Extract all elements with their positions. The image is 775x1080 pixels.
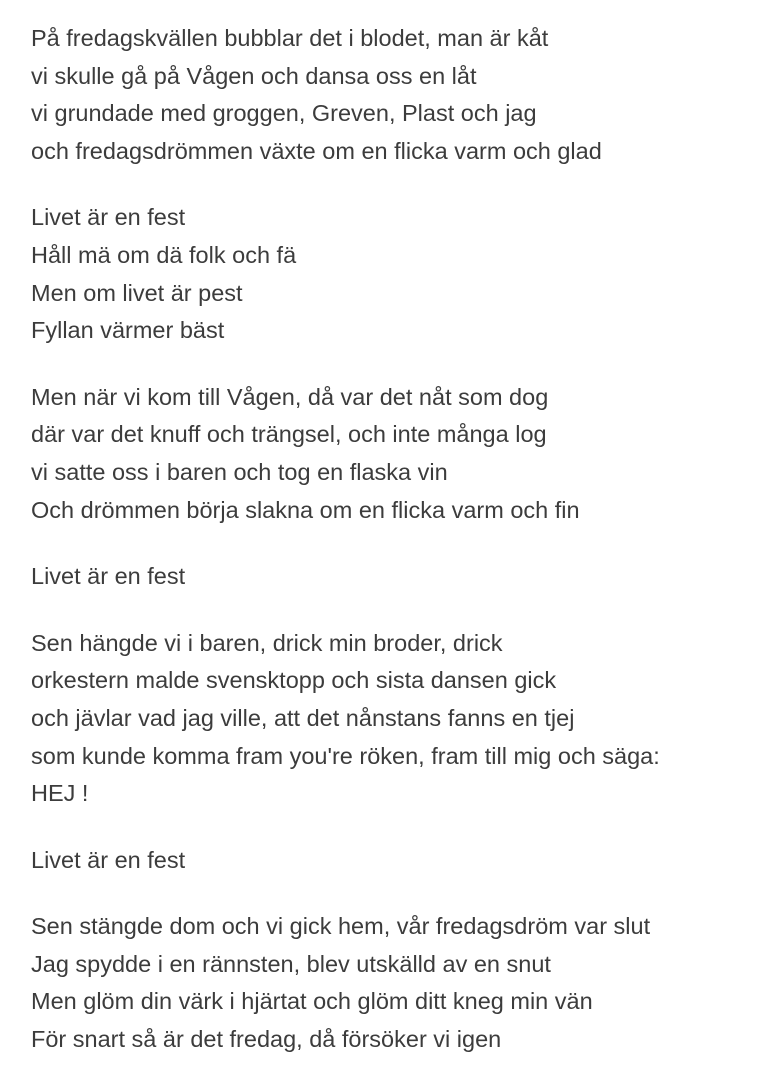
lyric-line: Livet är en fest	[31, 846, 186, 873]
lyric-line: HEJ !	[31, 780, 89, 807]
lyric-line: Håll mä om dä folk och fä	[31, 241, 297, 268]
stanza-7	[31, 908, 765, 1058]
stanza-1	[31, 20, 765, 170]
lyric-line: Livet är en fest	[31, 563, 186, 590]
lyric-line: För snart så är det fredag, då försöker vi igen	[31, 1026, 502, 1053]
lyric-line: Fyllan värmer bäst	[31, 317, 225, 344]
lyric-line: Livet är en fest	[31, 204, 186, 231]
lyric-line: och jävlar vad jag ville, att det nånstans fanns en tjej	[31, 704, 575, 731]
stanza-3	[31, 379, 765, 529]
lyric-line: Men glöm din värk i hjärtat och glöm ditt kneg min vän	[31, 988, 593, 1015]
lyric-line: som kunde komma fram you're röken, fram till mig och säga:	[31, 742, 660, 769]
lyric-line: Jag spydde i en rännsten, blev utskälld av en snut	[31, 950, 551, 977]
stanza-2-chorus	[31, 199, 765, 349]
lyric-line: Men när vi kom till Vågen, då var det nåt som dog	[31, 383, 549, 410]
lyric-line: På fredagskvällen bubblar det i blodet, man är kåt	[31, 25, 549, 51]
stanza-4-chorus	[31, 558, 765, 596]
lyric-line: vi skulle gå på Vågen och dansa oss en låt	[31, 62, 477, 89]
lyric-line: där var det knuff och trängsel, och inte många log	[31, 421, 547, 448]
lyric-line: Sen hängde vi i baren, drick min broder, drick	[31, 629, 503, 656]
lyric-line: orkestern malde svensktopp och sista dansen gick	[31, 667, 557, 694]
stanza-5	[31, 625, 765, 813]
lyric-line: Sen stängde dom och vi gick hem, vår fredagsdröm var slut	[31, 913, 651, 940]
lyric-line: vi grundade med groggen, Greven, Plast och jag	[31, 100, 537, 127]
lyrics-text	[31, 20, 765, 1059]
stanza-6-chorus	[31, 842, 765, 880]
lyric-line: och fredagsdrömmen växte om en flicka varm och glad	[31, 137, 602, 164]
lyric-line: Men om livet är pest	[31, 279, 243, 306]
lyric-line: vi satte oss i baren och tog en flaska vin	[31, 458, 448, 485]
lyric-line: Och drömmen börja slakna om en flicka varm och fin	[31, 496, 580, 523]
